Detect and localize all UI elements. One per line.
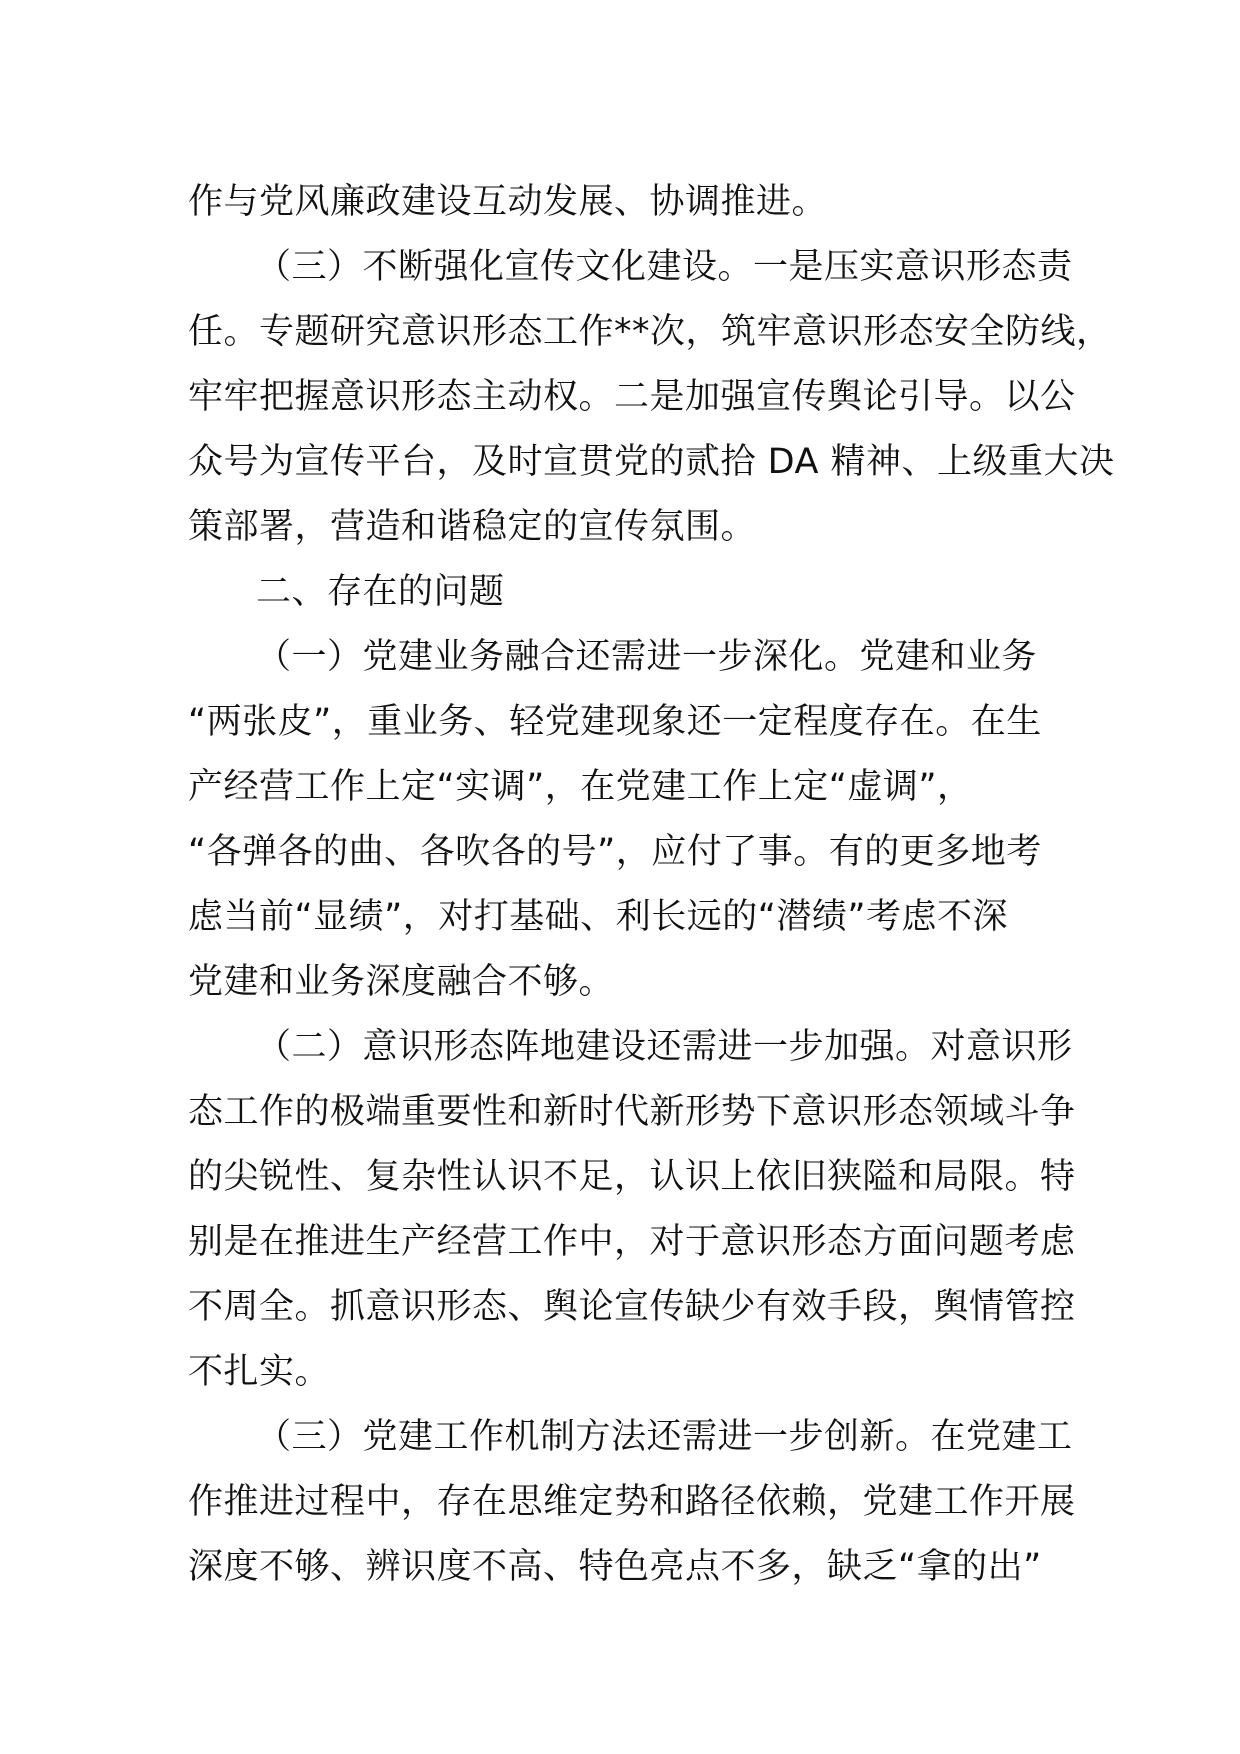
text-line: 不扎实。 — [188, 1352, 331, 1392]
text-line: 态工作的极端重要性和新时代新形势下意识形态领域斗争 — [188, 1092, 1076, 1132]
text-line: 虑当前“显绩”，对打基础、利长远的“潜绩”考虑不深 — [188, 897, 1009, 937]
section-heading-line: （三）不断强化宣传文化建设。一是压实意识形态责 — [256, 247, 1073, 287]
text-line: 任。专题研究意识形态工作**次，筑牢意识形态安全防线， — [188, 312, 1112, 352]
text-line: 不周全。抓意识形态、舆论宣传缺少有效手段，舆情管控 — [188, 1287, 1076, 1327]
section-heading-line: （二）意识形态阵地建设还需进一步加强。对意识形 — [256, 1027, 1073, 1067]
section-heading-line: （一）党建业务融合还需进一步深化。党建和业务 — [256, 637, 1038, 677]
text-line: 牢牢把握意识形态主动权。二是加强宣传舆论引导。以公 — [188, 377, 1076, 417]
text-line: 作推进过程中，存在思维定势和路径依赖，党建工作开展 — [188, 1482, 1076, 1522]
section-heading-line: （三）党建工作机制方法还需进一步创新。在党建工 — [256, 1417, 1073, 1457]
text-line: 策部署，营造和谐稳定的宣传氛围。 — [188, 507, 757, 547]
text-line: 的尖锐性、复杂性认识不足，认识上依旧狭隘和局限。特 — [188, 1157, 1076, 1197]
text-line: 作与党风廉政建设互动发展、协调推进。 — [188, 182, 828, 222]
text-line: 别是在推进生产经营工作中，对于意识形态方面问题考虑 — [188, 1222, 1076, 1262]
text-line: 产经营工作上定“实调”，在党建工作上定“虚调”， — [188, 767, 973, 807]
text-line: 党建和业务深度融合不够。 — [188, 962, 615, 1002]
text-line: 深度不够、辨识度不高、特色亮点不多，缺乏“拿的出” — [188, 1547, 1042, 1587]
text-line: “各弹各的曲、各吹各的号”，应付了事。有的更多地考 — [188, 832, 1042, 872]
text-line: 众号为宣传平台，及时宣贯党的贰拾 DA 精神、上级重大决 — [188, 442, 1115, 482]
document-body — [188, 170, 1115, 1600]
text-line: “两张皮”，重业务、轻党建现象还一定程度存在。在生 — [188, 702, 1042, 742]
chapter-heading-line: 二、存在的问题 — [256, 572, 505, 612]
